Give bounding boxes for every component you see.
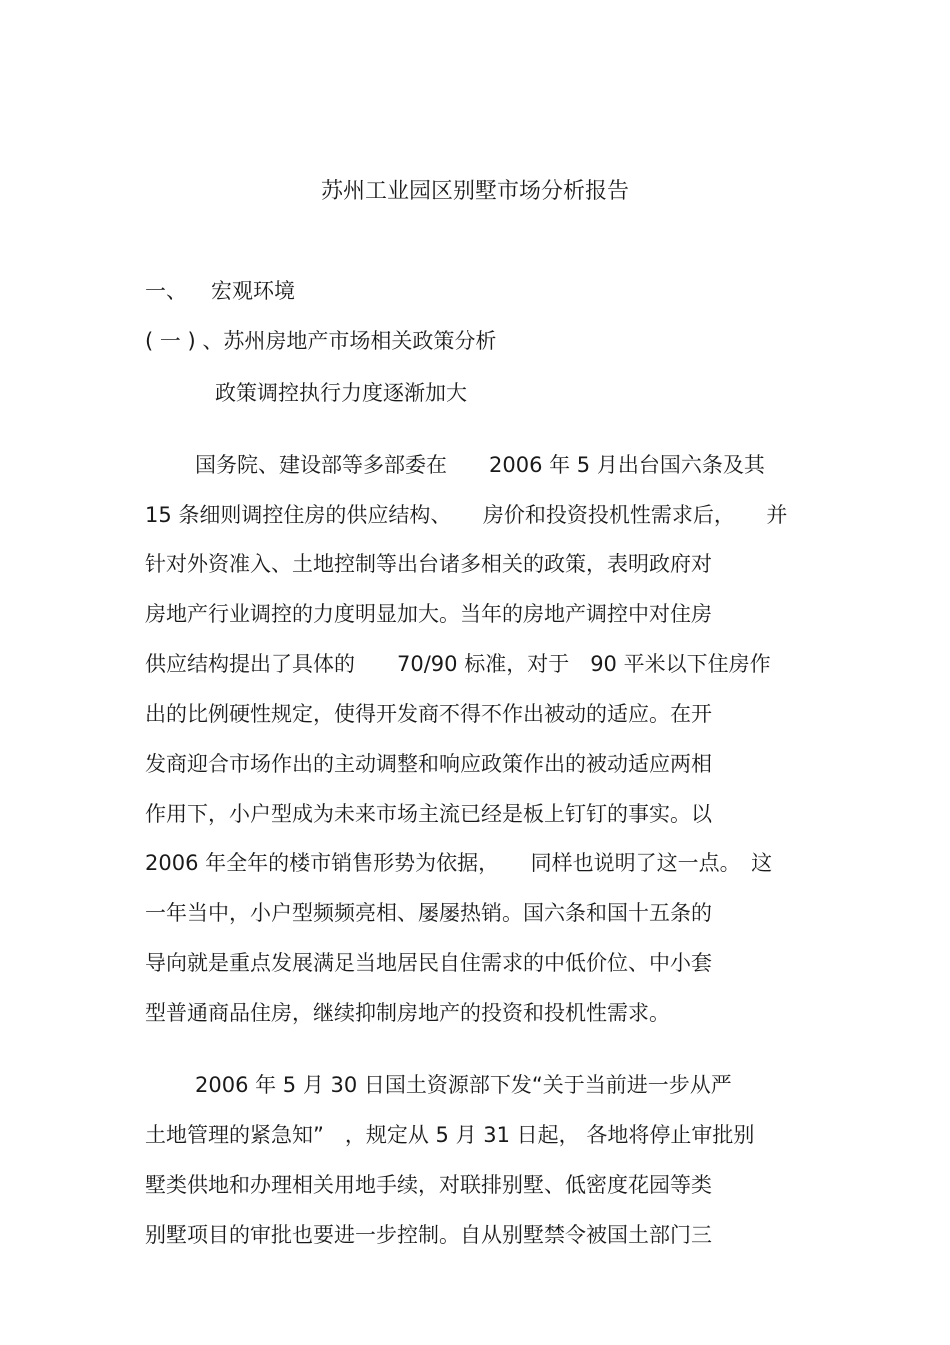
paragraph-line: 型普通商品住房，继续抑制房地产的投资和投机性需求。	[145, 1001, 670, 1025]
paragraph-line: 国务院、建设部等多部委在 2006 年 5 月出台国六条及其	[195, 453, 765, 477]
paragraph-line: 2006 年全年的楼市销售形势为依据， 同样也说明了这一点。 这	[145, 851, 773, 875]
paragraph-line: 土地管理的紧急知” ，规定从 5 月 31 日起， 各地将停止审批别	[145, 1123, 755, 1147]
paragraph-line: 出的比例硬性规定，使得开发商不得不作出被动的适应。在开	[145, 702, 712, 726]
paragraph-line: 作用下，小户型成为未来市场主流已经是板上钉钉的事实。以	[145, 802, 712, 826]
subheading: 政策调控执行力度逐渐加大	[215, 381, 467, 405]
section-number: 一、	[145, 279, 187, 303]
paragraph-line: 房地产行业调控的力度明显加大。当年的房地产调控中对住房	[145, 602, 712, 626]
paragraph-line: 针对外资准入、土地控制等出台诸多相关的政策，表明政府对	[145, 552, 712, 576]
subsection-heading: ( 一 ) 、苏州房地产市场相关政策分析	[145, 329, 497, 353]
paragraph-line: 导向就是重点发展满足当地居民自住需求的中低价位、中小套	[145, 951, 712, 975]
section-label: 宏观环境	[211, 279, 295, 303]
paragraph-line: 发商迎合市场作出的主动调整和响应政策作出的被动适应两相	[145, 752, 712, 776]
document-title: 苏州工业园区别墅市场分析报告	[320, 179, 629, 204]
paragraph-line: 墅类供地和办理相关用地手续，对联排别墅、低密度花园等类	[145, 1173, 712, 1197]
section-heading	[145, 276, 295, 306]
paragraph-line: 15 条细则调控住房的供应结构、 房价和投资投机性需求后， 并	[145, 503, 788, 527]
paragraph-line: 2006 年 5 月 30 日国土资源部下发“关于当前进一步从严	[195, 1073, 732, 1097]
paragraph-line: 一年当中，小户型频频亮相、屡屡热销。国六条和国十五条的	[145, 901, 712, 925]
paragraph-line: 别墅项目的审批也要进一步控制。自从别墅禁令被国土部门三	[145, 1223, 712, 1247]
paragraph-line: 供应结构提出了具体的 70/90 标准，对于 90 平米以下住房作	[145, 652, 771, 676]
